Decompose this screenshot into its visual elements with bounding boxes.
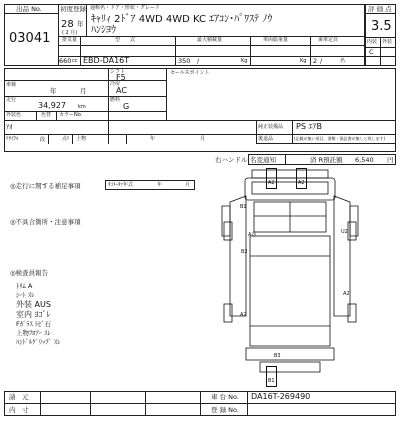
meter-year: 年 [157,182,163,188]
request-label: 請 元 [9,393,29,401]
shift-label: シフト [110,69,126,75]
diagram-mark-u2: U2 [341,229,348,235]
chassis-value: DA16T-269490 [251,392,311,401]
chassis-label: 車 台 No. [211,393,239,401]
capacity-unit: 名 [340,58,346,64]
inspector-report [16,281,60,346]
fuel-value: G [123,102,130,111]
color-label: 外装色 [6,112,22,118]
report-line: ﾄﾘﾑ A [16,282,33,290]
reg-year-unit: 年 [77,20,84,28]
interior-grade: C [369,48,374,56]
interior-label: 内装 [367,39,378,45]
internal-label: 内 寸 [9,406,29,414]
mileage-label: 走行 [6,97,17,103]
diagram-mark-a2: A2 [296,168,307,189]
weight-label: 車両総重量 [263,37,289,43]
colorno2-label: カラーNo. [59,112,83,118]
type-code: EBD-DA16T [83,56,130,65]
max-load-kg: Kg [241,58,248,64]
reg-year: 28 [61,19,74,30]
diagram-mark-b2: B2 [241,249,248,255]
report-line: ｼｰﾄ ｽﾚ [16,291,35,299]
supplementary-label: ◎走行に関する補足事項 [10,182,81,190]
mileage-unit: km [78,104,86,110]
displacement-unit: cc [72,58,78,64]
grade-label: 評 価 点 [368,5,392,13]
right-handle: 右ハンドル [215,156,248,164]
inspector-label: ◎検査員報告 [10,269,49,277]
sale-label: 上物 [76,136,87,142]
meter-label: ﾀｺﾒｰﾀｧ年式 [108,182,134,188]
inspection-month: 月 [80,87,87,95]
entry-label: 出品 No. [16,5,42,13]
displacement-value: 660 [59,57,72,65]
weight-kg: Kg [300,58,307,64]
inspection-year: 年 [50,87,57,95]
report-line: 上物ﾌﾛｱｰ ｽﾚ [16,329,51,337]
posterior-note: (記載が無い項目、書類・保証書が無しと致します) [294,136,386,141]
recycle-fee-value: 6,540 [355,156,374,164]
equipment-label: 純正装備品 [258,124,284,130]
report-line: ﾊﾝﾄﾞﾙｸﾞﾘｯﾌﾟ ｽﾚ [16,338,61,346]
fuel-label: 燃料 [110,97,121,103]
ac-label: 冷房 [110,81,121,87]
colorno-label: 色替 [41,112,52,118]
posterior-label: 後退品 [258,136,274,142]
lot-number: 03041 [9,31,51,46]
defect-label: ◎不具合箇所・注意事項 [10,218,81,226]
max-load-value: 350 [178,57,191,65]
car-name: ｷｬﾘｨ 2ﾄﾞｱ 4WD 4WD KC ｴｱｺﾝ･ﾊﾟﾜｽﾃ ﾉｳ [91,14,273,25]
model-label: 通称名・ドア・形状・グレード [90,5,160,11]
name-change-label: 名変通知 [250,156,276,164]
max-load-label: 最大積載量 [197,37,223,43]
equipment-value: PS ｴｱB [296,122,322,131]
color-value: ｱｵ [6,123,13,131]
diagram-mark-a2: A2 [240,312,247,318]
ac-value: AC [116,86,127,95]
first-reg-label: 初度登録 [60,5,86,13]
recycle-fee-unit: 円 [387,156,394,164]
recycle-fee-label: 済 R預託額 [310,156,343,164]
type-label: 型 式 [115,37,136,43]
registry-label: 登 録 No. [211,406,239,414]
reg-month: ( 2 月) [62,30,78,36]
max-load-unit: / [197,57,200,65]
diagram-mark-a2: A2 [266,168,277,189]
exterior-label: 外装 [382,39,393,45]
diagram-mark-b3: B3 [274,353,281,359]
diagram-mark-a-maki: A巻 [248,232,257,238]
shift-value: F5 [116,73,126,82]
displacement-label: 排気量 [62,37,78,43]
recycle-unit2: 点ﾘ [62,136,70,142]
selling-points-label: セールスポイント [170,70,210,76]
score: 3.5 [371,19,392,34]
diagram-mark-b1: B1 [240,204,247,210]
capacity-unit-slash: / [320,57,323,65]
car-name-line2: ﾊﾝｼﾖｳ [91,25,116,36]
recycle-label: ﾘｻｲｸﾙ [6,136,19,142]
meter-month: 月 [185,182,191,188]
mileage-value: 34,927 [38,101,66,110]
recycle-unit: 段 [40,137,46,143]
report-line: 室内 ﾖｺﾞﾚ [16,310,51,319]
report-line: Fｶﾞﾗｽ ﾄﾋﾞ石 [16,320,52,328]
diagram-mark-a2: A2 [343,291,350,297]
capacity-value: 2 [313,57,318,65]
sale-month: 月 [200,136,206,142]
report-line: 外装 AUS [16,300,51,309]
diagram-mark-b1: B1 [266,366,277,387]
vehicle-diagram [210,166,370,381]
capacity-label: 乗車定員 [318,37,339,43]
sale-year: 年 [150,136,156,142]
inspection-label: 車検 [6,82,17,88]
